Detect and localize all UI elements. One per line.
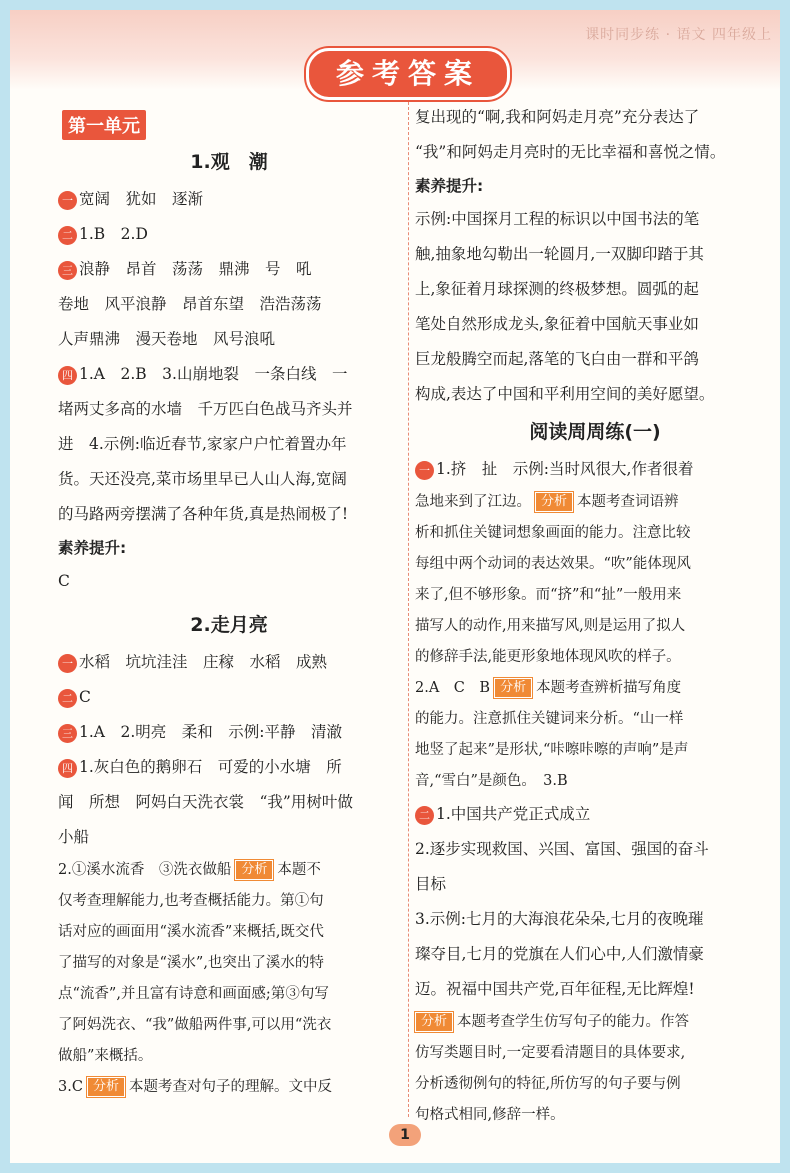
answer-line: 闻 所想 阿妈白天洗衣裳 “我”用树叶做 [58, 793, 353, 811]
analysis-line: 分析 本题考查学生仿写句子的能力。作答 [415, 1007, 775, 1038]
analysis-line: 了阿妈洗衣、“我”做船两件事,可以用“洗衣 [58, 1017, 332, 1033]
column-divider [408, 102, 409, 1117]
answer-line: 一 宽阔 犹如 逐渐 [58, 182, 400, 217]
lesson-title: 2.走月亮 [190, 614, 268, 636]
answer-line: 堵两丈多高的水墙 千万匹白色战马齐头并 [58, 400, 353, 418]
question-number-icon: 三 [58, 724, 77, 743]
analysis-line: 仿写类题目时,一定要看清题目的具体要求, [415, 1045, 686, 1061]
analysis-tag: 分析 [535, 492, 573, 512]
analysis-tag: 分析 [415, 1012, 453, 1032]
section-title: 阅读周周练(一) [529, 421, 661, 443]
answer-line: “我”和阿妈走月亮时的无比幸福和喜悦之情。 [415, 143, 726, 161]
answer-line: 进 4.示例:临近春节,家家户户忙着置办年 [58, 435, 347, 453]
analysis-line: 来了,但不够形象。而“挤”和“扯”一般用来 [415, 587, 682, 603]
answer-line: 卷地 风平浪静 昂首东望 浩浩荡荡 [58, 295, 322, 313]
question-number-icon: 四 [58, 759, 77, 778]
analysis-line: 析和抓住关键词想象画面的能力。注意比较 [415, 525, 691, 541]
unit-badge: 第一单元 [62, 110, 146, 140]
analysis-line: 分析透彻例句的特征,所仿写的句子要与例 [415, 1076, 681, 1092]
analysis-line: 仅考查理解能力,也考查概括能力。第①句 [58, 893, 324, 909]
page-title: 参考答案 [306, 48, 510, 100]
analysis-line: 句格式相同,修辞一样。 [415, 1107, 565, 1123]
answer-line: 触,抽象地勾勒出一轮圆月,一双脚印踏于其 [415, 245, 704, 263]
analysis-line: 的能力。注意抓住关键词来分析。“山一样 [415, 711, 684, 727]
analysis-line: 话对应的画面用“溪水流香”来概括,既交代 [58, 924, 324, 940]
answer-line: 目标 [415, 875, 447, 893]
answer-line: 三 1.A 2.明亮 柔和 示例:平静 清澈 [58, 715, 400, 750]
analysis-line: 2.①溪水流香 ③洗衣做船 分析 本题不 [58, 862, 321, 878]
section-label: 素养提升: [415, 177, 484, 195]
answer-line: 二 1.中国共产党正式成立 [415, 797, 775, 832]
question-number-icon: 四 [58, 366, 77, 385]
answer-line: 货。天还没亮,菜市场里早已人山人海,宽阔 [58, 470, 347, 488]
analysis-line: 每组中两个动词的表达效果。“吹”能体现风 [415, 556, 691, 572]
question-number-icon: 一 [58, 654, 77, 673]
answer-line: 示例:中国探月工程的标识以中国书法的笔 [415, 210, 700, 228]
answer-line: 3.示例:七月的大海浪花朵朵,七月的夜晚璀 [415, 910, 704, 928]
right-column [415, 100, 775, 1131]
analysis-line: 音,“雪白”是颜色。 3.B [415, 773, 568, 789]
page-number: 1 [389, 1124, 421, 1146]
answer-line: 2.逐步实现救国、兴国、富国、强国的奋斗 [415, 840, 709, 858]
analysis-line: 3.C 分析 本题考查对句子的理解。文中反 [58, 1079, 332, 1095]
answer-page [10, 10, 780, 1163]
answer-line: 小船 [58, 828, 90, 846]
analysis-line: 的修辞手法,能更形象地体现风吹的样子。 [415, 649, 681, 665]
question-number-icon: 二 [415, 806, 434, 825]
answer-line: 上,象征着月球探测的终极梦想。圆弧的起 [415, 280, 699, 298]
question-number-icon: 一 [415, 461, 434, 480]
analysis-line: 地竖了起来”是形状,“咔嚓咔嚓的声响”是声 [415, 742, 689, 758]
analysis-line: 点“流香”,并且富有诗意和画面感;第③句写 [58, 986, 329, 1002]
question-number-icon: 一 [58, 191, 77, 210]
analysis-line: 急地来到了江边。 分析 本题考查词语辨 [415, 494, 679, 510]
answer-line: 巨龙般腾空而起,落笔的飞白由一群和平鸽 [415, 350, 699, 368]
answer-line: C [58, 572, 70, 590]
question-number-icon: 二 [58, 226, 77, 245]
analysis-tag: 分析 [494, 678, 532, 698]
answer-line: 笔处自然形成龙头,象征着中国航天事业如 [415, 315, 699, 333]
answer-line: 复出现的“啊,我和阿妈走月亮”充分表达了 [415, 108, 700, 126]
analysis-line: 2.A C B 分析 本题考查辨析描写角度 [415, 680, 682, 696]
answer-line: 二 C [58, 680, 400, 715]
answer-line: 一 水稻 坑坑洼洼 庄稼 水稻 成熟 [58, 645, 400, 680]
answer-line: 三 浪静 昂首 荡荡 鼎沸 号 吼 [58, 252, 400, 287]
lesson-title: 1.观 潮 [190, 151, 268, 173]
analysis-line: 描写人的动作,用来描写风,则是运用了拟人 [415, 618, 686, 634]
left-column [58, 100, 400, 1103]
analysis-line: 了描写的对象是“溪水”,也突出了溪水的特 [58, 955, 324, 971]
answer-line: 构成,表达了中国和平利用空间的美好愿望。 [415, 385, 715, 403]
answer-line: 一 1.挤 扯 示例:当时风很大,作者很着 [415, 452, 775, 487]
answer-line: 的马路两旁摆满了各种年货,真是热闹极了! [58, 505, 349, 523]
question-number-icon: 二 [58, 689, 77, 708]
answer-line: 人声鼎沸 漫天卷地 风号浪吼 [58, 330, 276, 348]
question-number-icon: 三 [58, 261, 77, 280]
section-label: 素养提升: [58, 539, 127, 557]
analysis-line: 做船”来概括。 [58, 1048, 153, 1064]
analysis-tag: 分析 [87, 1077, 125, 1097]
answer-line: 四 1.A 2.B 3.山崩地裂 一条白线 一 [58, 357, 400, 392]
answer-line: 迈。祝福中国共产党,百年征程,无比辉煌! [415, 980, 695, 998]
header-decoration: 课时同步练 · 语文 四年级上 [585, 27, 772, 43]
answer-line: 四 1.灰白色的鹅卵石 可爱的小水塘 所 [58, 750, 400, 785]
analysis-tag: 分析 [235, 860, 273, 880]
answer-line: 璨夺目,七月的党旗在人们心中,人们激情豪 [415, 945, 704, 963]
answer-line: 二 1.B 2.D [58, 217, 400, 252]
